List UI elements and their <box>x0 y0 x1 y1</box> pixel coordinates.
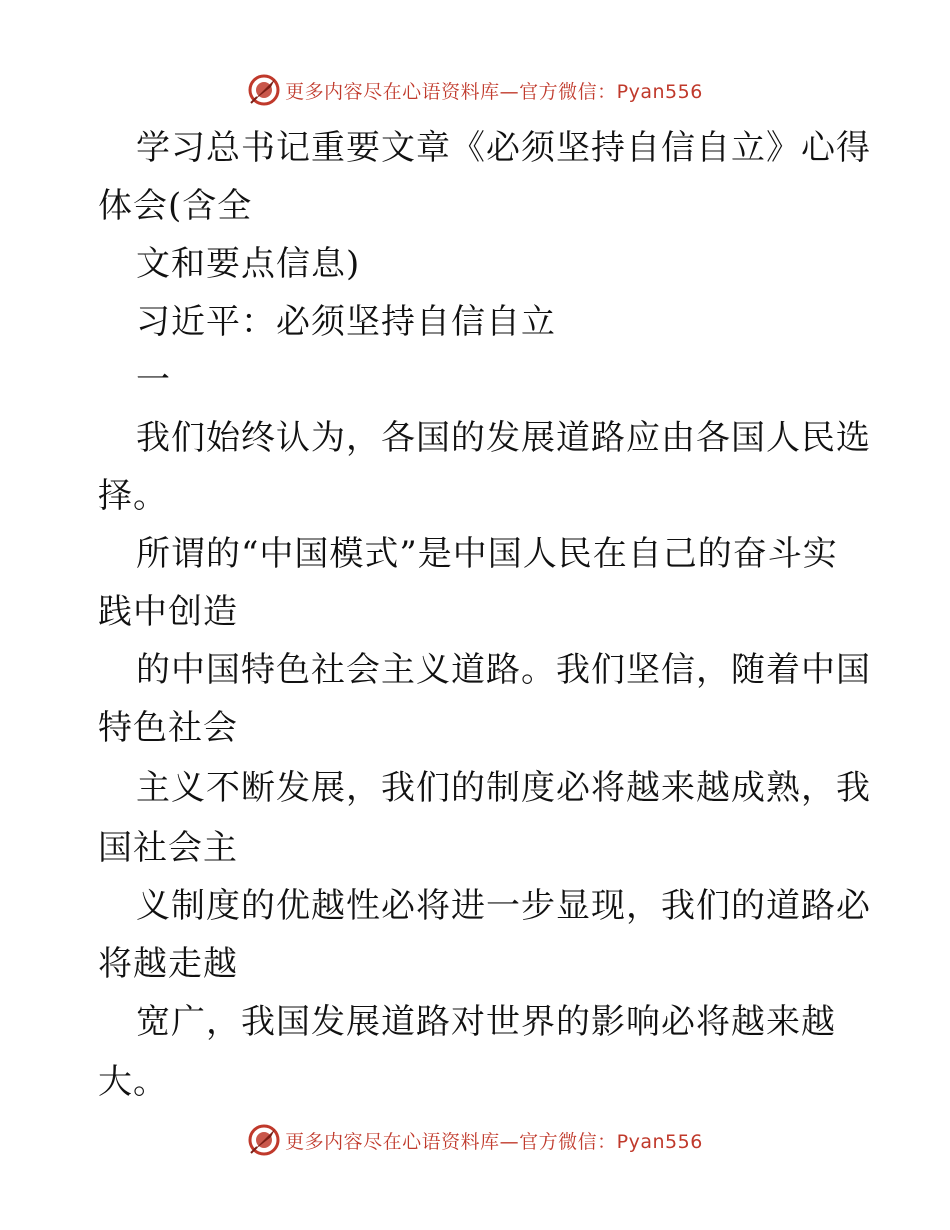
paragraph-line: 所谓的“中国模式”是中国人民在自己的奋斗实 <box>136 534 838 574</box>
paragraph-line: 国社会主 <box>98 828 238 868</box>
footer-banner-text: 更多内容尽在心语资料库—官方微信：Pyan556 <box>285 1130 703 1153</box>
paragraph-line: 的中国特色社会主义道路。我们坚信，随着中国 <box>136 650 871 690</box>
paragraph-line: 主义不断发展，我们的制度必将越来越成熟，我 <box>136 768 871 808</box>
paragraph-line: 择。 <box>98 476 168 516</box>
author-heading: 习近平：必须坚持自信自立 <box>136 302 556 342</box>
title-line-1: 学习总书记重要文章《必须坚持自信自立》心得 <box>136 128 871 168</box>
title-line-2: 体会(含全 <box>98 186 253 226</box>
paragraph-line: 大。 <box>98 1062 168 1102</box>
footer-banner <box>0 1120 950 1160</box>
paragraph-line: 特色社会 <box>98 708 238 748</box>
title-line-3: 文和要点信息) <box>136 244 361 284</box>
section-number: 一 <box>136 360 171 400</box>
paragraph-line: 宽广，我国发展道路对世界的影响必将越来越 <box>136 1002 836 1042</box>
paragraph-line: 义制度的优越性必将进一步显现，我们的道路必 <box>136 886 871 926</box>
header-banner <box>0 70 950 110</box>
paragraph-line: 将越走越 <box>98 944 238 984</box>
paragraph-line: 践中创造 <box>98 592 238 632</box>
paragraph-line: 我们始终认为，各国的发展道路应由各国人民选 <box>136 418 871 458</box>
header-banner-text: 更多内容尽在心语资料库—官方微信：Pyan556 <box>285 80 703 103</box>
quill-logo-icon <box>247 1123 281 1157</box>
quill-logo-icon <box>247 73 281 107</box>
